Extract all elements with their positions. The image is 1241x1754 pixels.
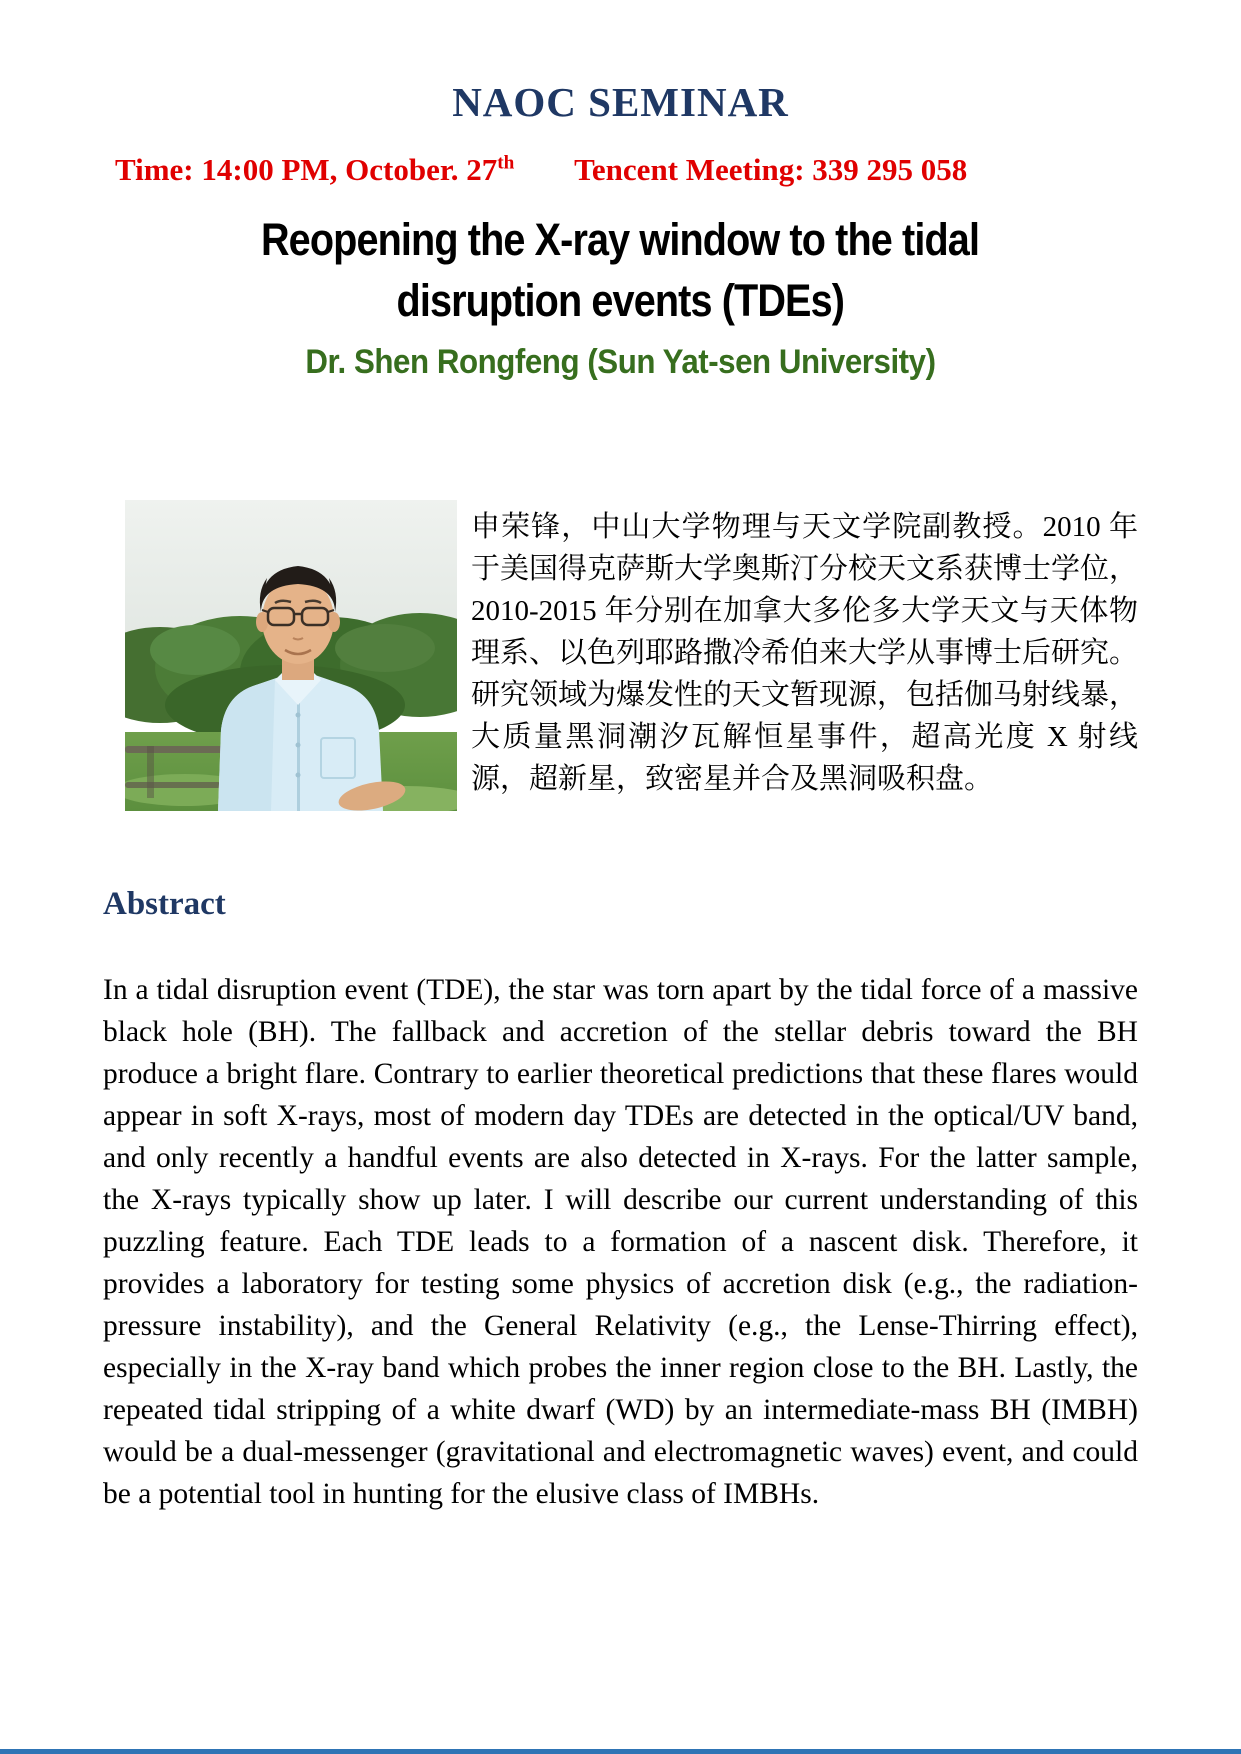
talk-title-line1: Reopening the X-ray window to the tidal — [261, 213, 980, 265]
page-title: NAOC SEMINAR — [452, 79, 789, 125]
date-ordinal: th — [497, 152, 515, 174]
talk-title — [103, 210, 1138, 332]
footer-rule — [0, 1749, 1241, 1754]
speaker-bio: 申荣锋，中山大学物理与天文学院副教授。2010 年于美国得克萨斯大学奥斯汀分校天文系获博士学位，2010-2015 年分别在加拿大多伦多大学天文与天体物理系、以色列耶路撒冷希伯来大学从事博士后研究。研究领域为爆发性的天文暂现源，包括伽马射线暴，大质量黑洞潮汐瓦解恒星事件，超高光度 X 射线源，超新星，致密星并合及黑洞吸积盘。 — [471, 510, 1139, 795]
bio-section — [103, 500, 1138, 811]
speaker-photo — [125, 500, 457, 811]
schedule-time: Time: 14:00 PM, October. 27th — [115, 152, 515, 188]
schedule-meeting: Tencent Meeting: 339 295 058 — [574, 152, 968, 188]
speaker-name: Dr. Shen Rongfeng (Sun Yat-sen University) — [305, 343, 936, 382]
schedule-line — [103, 151, 1138, 190]
speaker-line — [103, 341, 1138, 384]
abstract-body: In a tidal disruption event (TDE), the star was torn apart by the tidal force of a massive black hole (BH). The fallback and accretion of the stellar debris toward the BH produce a bright flare. Contrary to earlier theoretical predictions that these flares would appear in soft X-rays, most of modern day TDEs are detected in the optical/UV band, and only recently a handful events are also detected in X-rays. For the latter sample, the X-rays typically show up later. I will describe our current understanding of this puzzling feature. Each TDE leads to a formation of a nascent disk. Therefore, it provides a laboratory for testing some physics of accretion disk (e.g., the radiation-pressure instability), and the General Relativity (e.g., the Lense-Thirring effect), especially in the X-ray band which probes the inner region close to the BH. Lastly, the repeated tidal stripping of a white dwarf (WD) by an intermediate-mass BH (IMBH) would be a dual-messenger (gravitational and electromagnetic waves) event, and could be a potential tool in hunting for the elusive class of IMBHs. — [103, 973, 1138, 1510]
talk-title-line2: disruption events (TDEs) — [396, 274, 845, 326]
abstract-heading: Abstract — [103, 885, 226, 922]
